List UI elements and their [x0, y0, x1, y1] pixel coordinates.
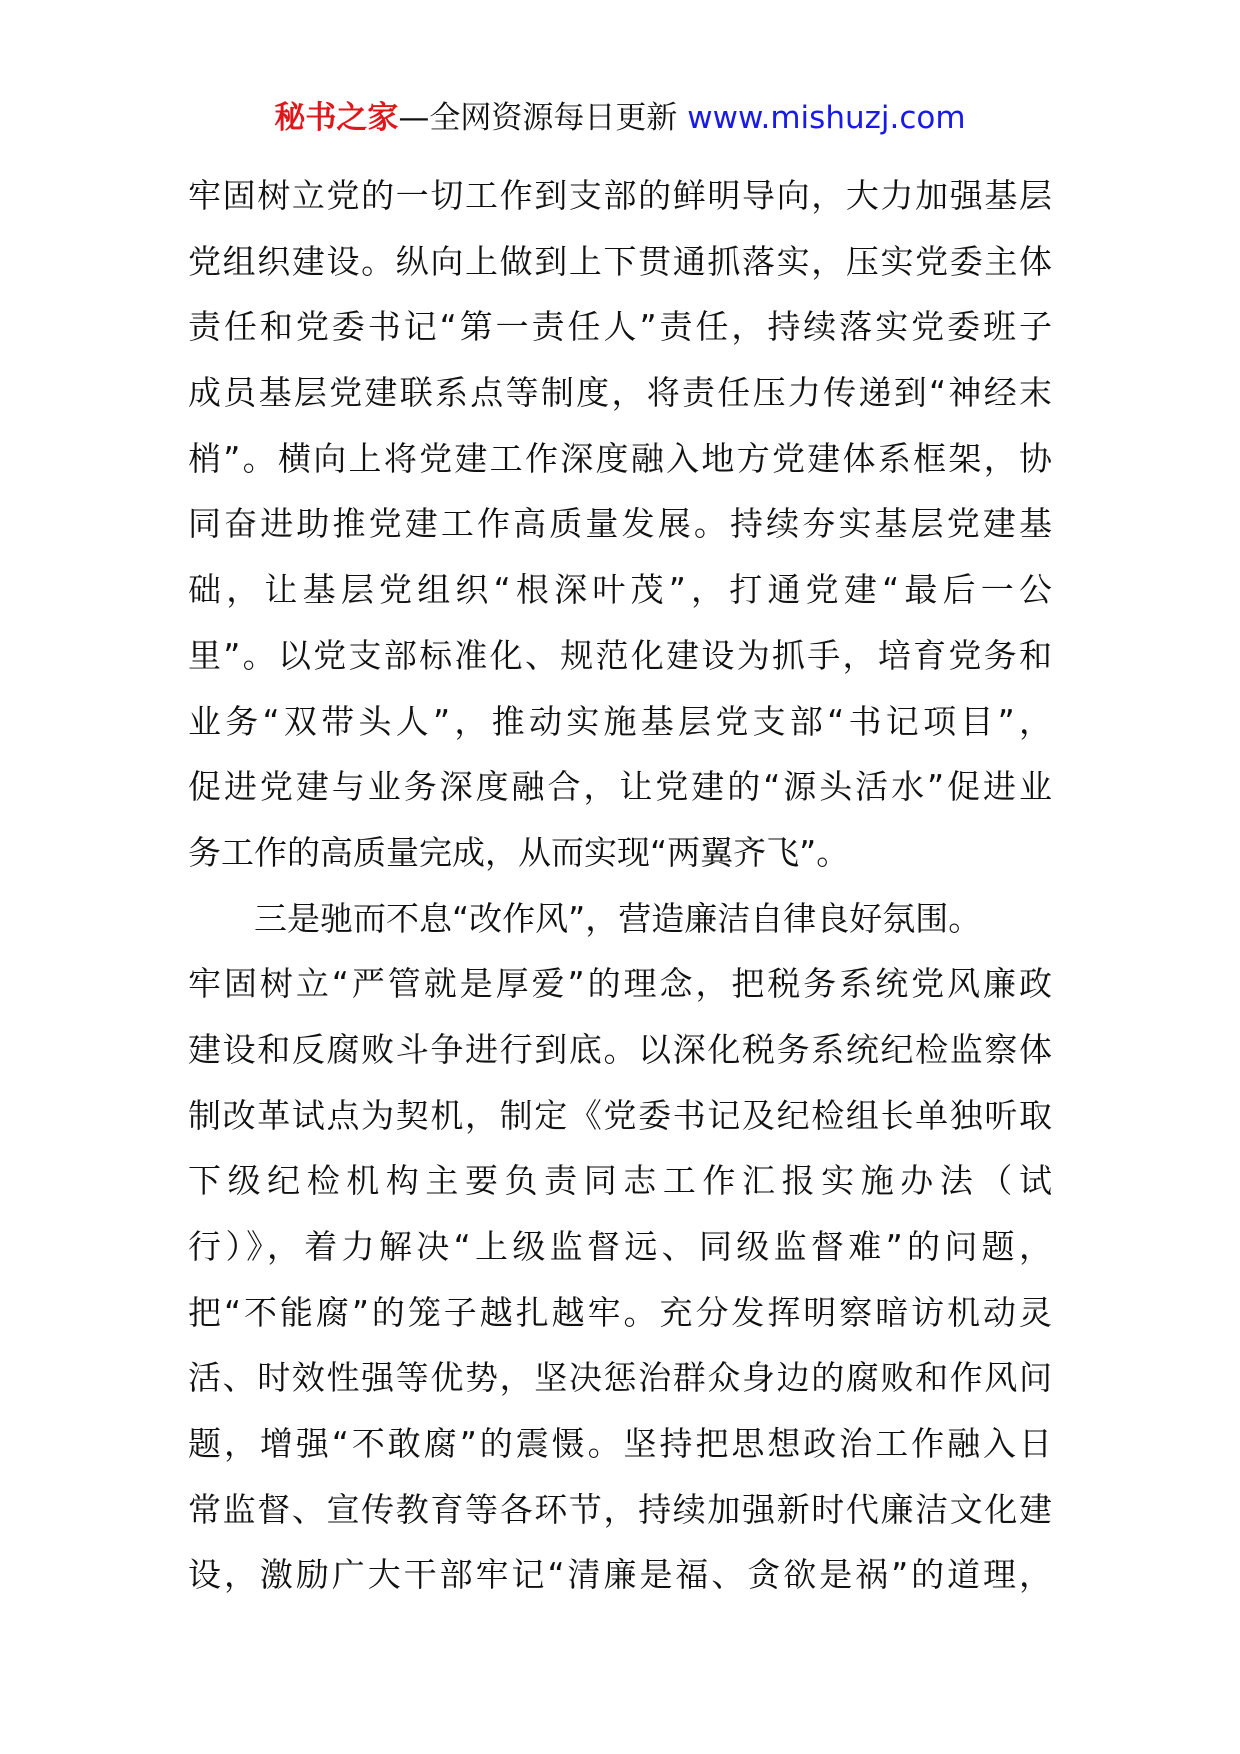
paragraph-1 [188, 163, 1052, 886]
text-line: 梢”。横向上将党建工作深度融入地方党建体系框架，协 [188, 438, 1052, 478]
text-line: 础，让基层党组织“根深叶茂”，打通党建“最后一公 [188, 570, 1052, 610]
text-line: 里”。以党支部标准化、规范化建设为抓手，培育党务和 [188, 635, 1052, 675]
text-line: 党组织建设。纵向上做到上下贯通抓落实，压实党委主体 [188, 241, 1052, 281]
text-line: 建设和反腐败斗争进行到底。以深化税务系统纪检监察体 [188, 1029, 1052, 1069]
text-line: 务工作的高质量完成，从而实现“两翼齐飞”。 [188, 832, 850, 872]
text-line: 行）》，着力解决“上级监督远、同级监督难”的问题， [188, 1227, 1052, 1266]
site-brand: 秘书之家 [274, 100, 399, 136]
text-line: 同奋进助推党建工作高质量发展。持续夯实基层党建基 [188, 504, 1052, 544]
paragraph-2 [188, 886, 1052, 1609]
text-line: 责任和党委书记“第一责任人”责任，持续落实党委班子 [188, 307, 1052, 347]
text-line: 牢固树立“严管就是厚爱”的理念，把税务系统党风廉政 [188, 964, 1052, 1004]
document-body [188, 163, 1052, 1608]
text-line: 牢固树立党的一切工作到支部的鲜明导向，大力加强基层 [188, 176, 1052, 215]
text-line: 成员基层党建联系点等制度，将责任压力传递到“神经末 [188, 373, 1052, 413]
site-url-link[interactable]: www.mishuzj.com [687, 100, 966, 136]
text-line: 把“不能腐”的笼子越扎越牢。充分发挥明察暗访机动灵 [188, 1292, 1052, 1332]
text-line: 活、时效性强等优势，坚决惩治群众身边的腐败和作风问 [188, 1358, 1052, 1398]
text-line: 制改革试点为契机，制定《党委书记及纪检组长单独听取 [188, 1095, 1052, 1135]
text-line: 常监督、宣传教育等各环节，持续加强新时代廉洁文化建 [188, 1489, 1052, 1529]
text-line: 设，激励广大干部牢记“清廉是福、贪欲是祸”的道理， [188, 1555, 1052, 1595]
page-header [0, 98, 1240, 138]
text-line: 题，增强“不敢腐”的震慑。坚持把思想政治工作融入日 [188, 1424, 1052, 1464]
text-line: 业务“双带头人”，推动实施基层党支部“书记项目”， [188, 701, 1052, 741]
site-tagline: —全网资源每日更新 [398, 100, 688, 136]
text-line: 促进党建与业务深度融合，让党建的“源头活水”促进业 [188, 767, 1052, 807]
text-line: 下级纪检机构主要负责同志工作汇报实施办法（试 [188, 1161, 1052, 1201]
text-line: 三是驰而不息“改作风”，营造廉洁自律良好氛围。 [254, 898, 982, 938]
